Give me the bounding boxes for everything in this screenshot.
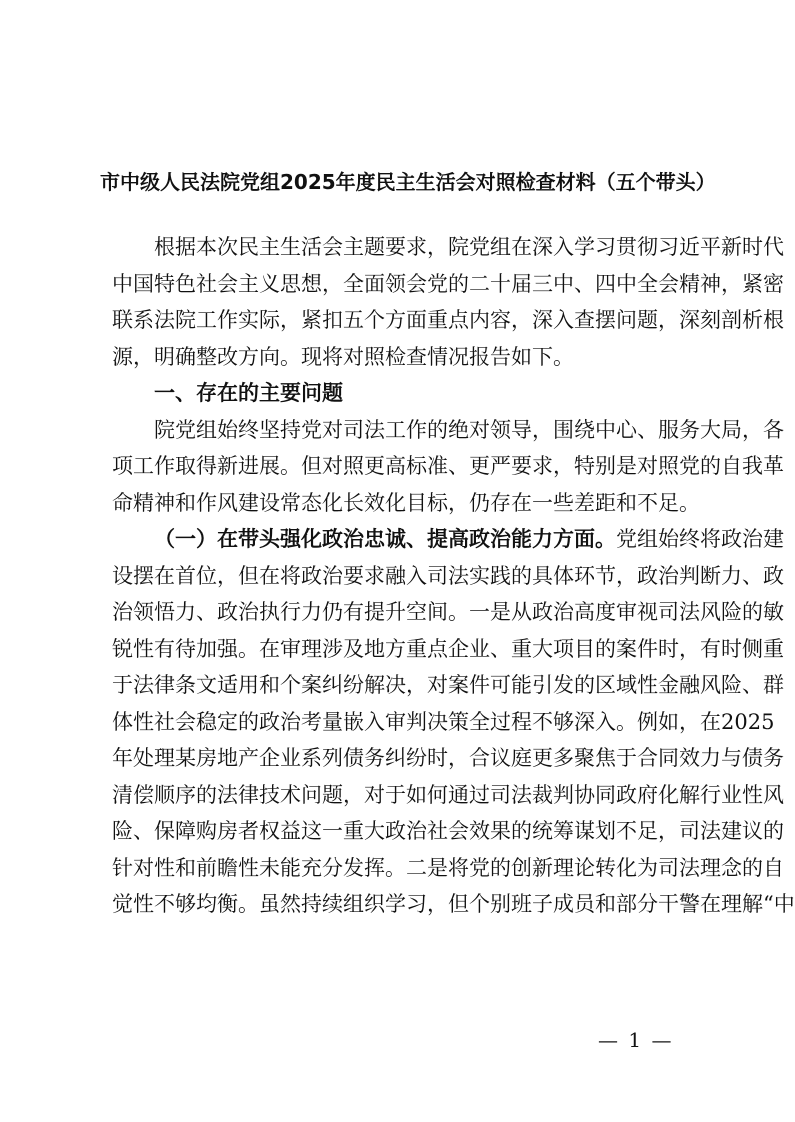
paragraph-line: 根据本次民主生活会主题要求，院党组在深入学习贯彻习近平新时代 (154, 235, 784, 259)
section-heading: 一、存在的主要问题 (154, 381, 343, 405)
paragraph-line: 设摆在首位，但在将政治要求融入司法实践的具体环节，政治判断力、政 (112, 563, 784, 588)
subsection-heading: （一）在带头强化政治忠诚、提高政治能力方面。 (154, 526, 616, 551)
paragraph-line: 源，明确整改方向。现将对照检查情况报告如下。 (112, 344, 574, 369)
paragraph-line: 清偿顺序的法律技术问题，对于如何通过司法裁判协同政府化解行业性风 (112, 782, 784, 807)
page-number: — 1 — (598, 1028, 674, 1052)
paragraph-line: 锐性有待加强。在审理涉及地方重点企业、重大项目的案件时，有时侧重 (112, 636, 784, 661)
paragraph-line: 体性社会稳定的政治考量嵌入审判决策全过程不够深入。例如，在2025 (112, 709, 775, 734)
paragraph-line: 项工作取得新进展。但对照更高标准、更严要求，特别是对照党的自我革 (112, 454, 784, 478)
paragraph-line: 中国特色社会主义思想，全面领会党的二十届三中、四中全会精神，紧密 (112, 271, 784, 296)
paragraph-line: 针对性和前瞻性未能充分发挥。二是将党的创新理论转化为司法理念的自 (112, 855, 784, 880)
paragraph-line (112, 521, 784, 558)
paragraph-text: 党组始终将政治建 (616, 527, 784, 551)
paragraph-line: 联系法院工作实际，紧扣五个方面重点内容，深入查摆问题，深刻剖析根 (112, 308, 784, 332)
paragraph-line: 治领悟力、政治执行力仍有提升空间。一是从政治高度审视司法风险的敏 (112, 600, 784, 624)
paragraph-line: 院党组始终坚持党对司法工作的绝对领导，围绕中心、服务大局，各 (154, 417, 784, 442)
paragraph-line: 觉性不够均衡。虽然持续组织学习，但个别班子成员和部分干警在理解“中 (112, 892, 795, 916)
document-body (112, 229, 795, 923)
document-title: 市中级人民法院党组2025年度民主生活会对照检查材料（五个带头） (100, 170, 716, 194)
paragraph-line: 年处理某房地产企业系列债务纠纷时，合议庭更多聚焦于合同效力与债务 (112, 746, 784, 770)
paragraph-line: 命精神和作风建设常态化长效化目标，仍存在一些差距和不足。 (112, 490, 700, 515)
paragraph-line: 于法律条文适用和个案纠纷解决，对案件可能引发的区域性金融风险、群 (112, 673, 784, 697)
paragraph-line: 险、保障购房者权益这一重大政治社会效果的统筹谋划不足，司法建议的 (112, 819, 784, 843)
